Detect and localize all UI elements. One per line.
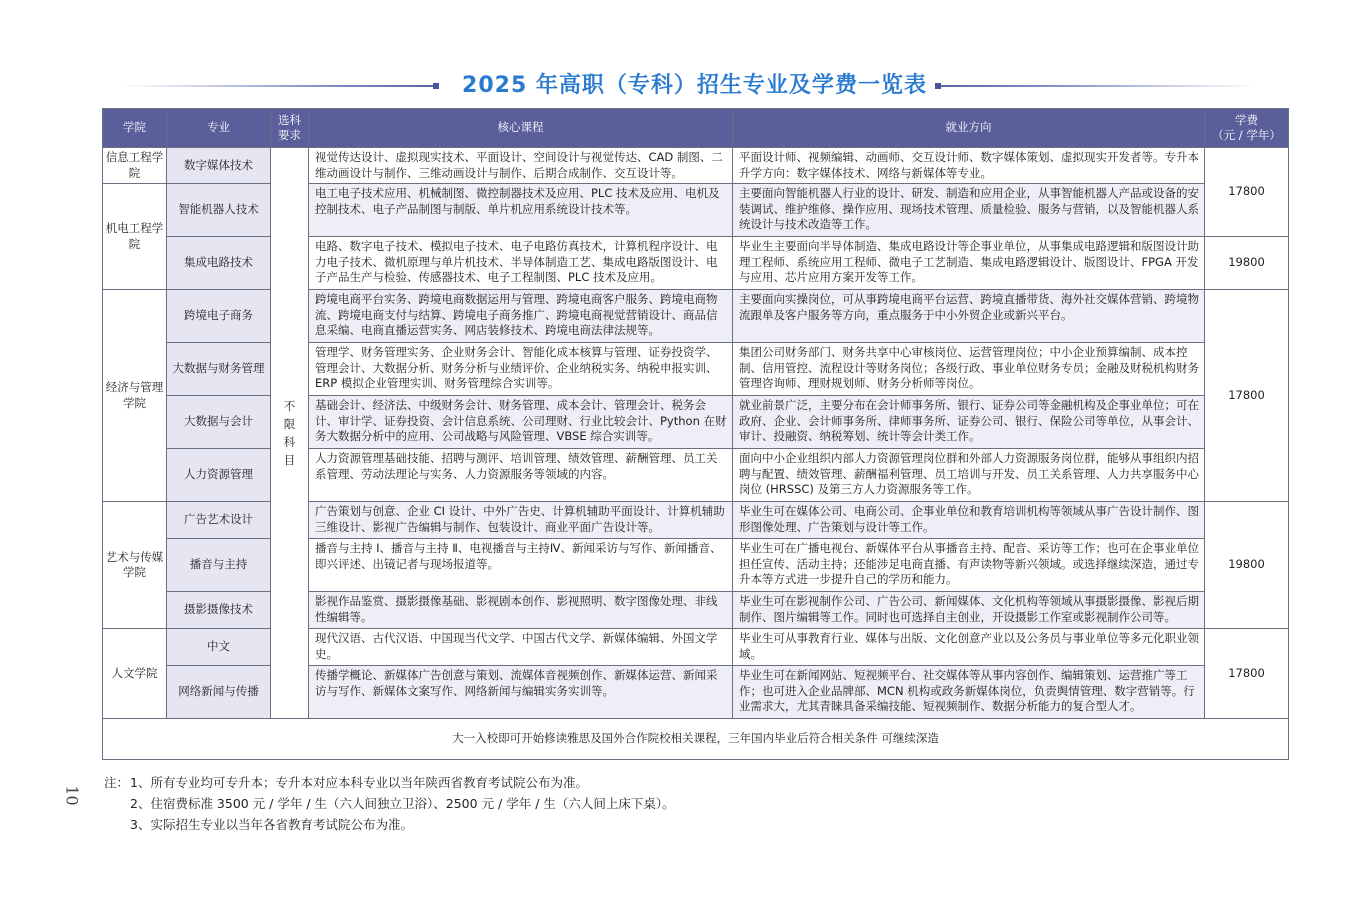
course-cell: 视觉传达设计、虚拟现实技术、平面设计、空间设计与视觉传达、CAD 制图、二维动画设计与制作、三维动画设计与制作、后期合成制作、交互设计等。 bbox=[309, 148, 733, 184]
fee-cell: 17800 bbox=[1205, 629, 1289, 719]
course-cell: 广告策划与创意、企业 CI 设计、中外广告史、计算机辅助平面设计、计算机辅助三维设计、影视广告编辑与制作、包装设计、商业平面广告设计等。 bbox=[309, 502, 733, 539]
major-cell: 网络新闻与传播 bbox=[167, 666, 271, 719]
major-cell: 广告艺术设计 bbox=[167, 502, 271, 539]
header-fee bbox=[1205, 109, 1289, 148]
job-cell: 主要面向实操岗位，可从事跨境电商平台运营、跨境直播带货、海外社交媒体营销、跨境物流跟单及客户服务等方向，重点服务于中小外贸企业或新兴平台。 bbox=[733, 290, 1205, 343]
course-cell: 基础会计、经济法、中级财务会计、财务管理、成本会计、管理会计、税务会计、审计学、证券投资、会计信息系统、公司理财、行业比较会计、Python 在财务大数据分析中的应用、公司战略与风险管理、VBSE 综合实训等。 bbox=[309, 396, 733, 449]
job-cell: 平面设计师、视频编辑、动画师、交互设计师、数字媒体策划、虚拟现实开发者等。专升本升学方向：数字媒体技术、网络与新媒体等专业。 bbox=[733, 148, 1205, 184]
fee-cell: 19800 bbox=[1205, 502, 1289, 629]
course-cell: 播音与主持 Ⅰ、播音与主持 Ⅱ、电视播音与主持Ⅳ、新闻采访与写作、新闻播音、即兴评述、出镜记者与现场报道等。 bbox=[309, 539, 733, 592]
table-footer-note: 大一入校即可开始修读雅思及国外合作院校相关课程，三年国内毕业后符合相关条件 可继续深造 bbox=[103, 719, 1289, 760]
title-bar bbox=[102, 66, 1287, 102]
header-major: 专业 bbox=[167, 109, 271, 148]
course-cell: 电路、数字电子技术、模拟电子技术、电子电路仿真技术，计算机程序设计、电力电子技术、微机原理与单片机技术、半导体制造工艺、集成电路版图设计、电子产品生产与检验、传感器技术、电子工程制图、PLC 技术及应用。 bbox=[309, 237, 733, 290]
job-cell: 毕业生可在新闻网站、短视频平台、社交媒体等从事内容创作、编辑策划、运营推广等工作；也可进入企业品牌部、MCN 机构或政务新媒体岗位，负责舆情管理、数字营销等。行业需求大，尤其青睐具备采编技能、短视频制作、数据分析能力的复合型人才。 bbox=[733, 666, 1205, 719]
major-cell: 大数据与会计 bbox=[167, 396, 271, 449]
job-cell: 毕业生可在广播电视台、新媒体平台从事播音主持、配音、采访等工作；也可在企事业单位担任宣传、活动主持；还能涉足电商直播、有声读物等新兴领域。或选择继续深造，通过专升本等方式进一步提升自己的学历和能力。 bbox=[733, 539, 1205, 592]
job-cell: 集团公司财务部门、财务共享中心审核岗位、运营管理岗位；中小企业预算编制、成本控制、信用管控、流程设计等财务岗位；各级行政、事业单位财务专员；金融及财税机构财务管理咨询师、理财规划师、财务分析师等岗位。 bbox=[733, 343, 1205, 396]
major-cell: 摄影摄像技术 bbox=[167, 592, 271, 629]
course-cell: 影视作品鉴赏、摄影摄像基础、影视剧本创作、影视照明、数字图像处理、非线性编辑等。 bbox=[309, 592, 733, 629]
job-cell: 毕业生主要面向半导体制造、集成电路设计等企事业单位，从事集成电路逻辑和版图设计助理工程师、系统应用工程师、微电子工艺制造、集成电路逻辑设计、版图设计、FPGA 开发与应用、芯片应用方案开发等工作。 bbox=[733, 237, 1205, 290]
job-cell: 毕业生可从事教育行业、媒体与出版、文化创意产业以及公务员与事业单位等多元化职业领域。 bbox=[733, 629, 1205, 666]
college-cell: 人文学院 bbox=[103, 629, 167, 719]
job-cell: 就业前景广泛，主要分布在会计师事务所、银行、证券公司等金融机构及企事业单位；可在政府、企业、会计师事务所、律师事务所、证券公司、银行、保险公司等单位，从事会计、审计、投融资、纳税筹划、统计等会计类工作。 bbox=[733, 396, 1205, 449]
fee-cell: 17800 bbox=[1205, 148, 1289, 237]
job-cell: 主要面向智能机器人行业的设计、研发、制造和应用企业，从事智能机器人产品或设备的安装调试、维护维修、操作应用、现场技术管理、质量检验、服务与营销，以及智能机器人系统设计与技术改造等工作。 bbox=[733, 184, 1205, 237]
header-course: 核心课程 bbox=[309, 109, 733, 148]
course-cell: 人力资源管理基础技能、招聘与测评、培训管理、绩效管理、薪酬管理、员工关系管理、劳动法理论与实务、人力资源服务等领域的内容。 bbox=[309, 449, 733, 502]
note-indent bbox=[104, 814, 130, 835]
header-job: 就业方向 bbox=[733, 109, 1205, 148]
college-cell: 经济与管理学院 bbox=[103, 290, 167, 502]
major-cell: 智能机器人技术 bbox=[167, 184, 271, 237]
college-cell: 机电工程学院 bbox=[103, 184, 167, 290]
course-cell: 电工电子技术应用、机械制图、微控制器技术及应用、PLC 技术及应用、电机及控制技术、电子产品制图与制版、单片机应用系统设计技术等。 bbox=[309, 184, 733, 237]
requirement-cell bbox=[271, 148, 309, 719]
table-header-row bbox=[103, 109, 1289, 148]
course-cell: 管理学、财务管理实务、企业财务会计、智能化成本核算与管理、证券投资学、管理会计、大数据分析、财务分析与业绩评价、企业纳税实务、纳税申报实训、ERP 模拟企业管理实训、财务管理综合实训等。 bbox=[309, 343, 733, 396]
fee-cell: 17800 bbox=[1205, 290, 1289, 502]
fee-cell: 19800 bbox=[1205, 237, 1289, 290]
header-fee-line1: 学费 bbox=[1235, 112, 1258, 127]
notes-lead: 注： bbox=[104, 775, 130, 790]
major-cell: 数字媒体技术 bbox=[167, 148, 271, 184]
note-row bbox=[104, 772, 675, 793]
major-cell: 跨境电子商务 bbox=[167, 290, 271, 343]
header-college: 学院 bbox=[103, 109, 167, 148]
college-cell: 信息工程学院 bbox=[103, 148, 167, 184]
enrollment-table bbox=[102, 108, 1289, 760]
header-fee-line2: （元 / 学年） bbox=[1212, 128, 1281, 142]
college-cell: 艺术与传媒学院 bbox=[103, 502, 167, 629]
course-cell: 现代汉语、古代汉语、中国现当代文学、中国古代文学、新媒体编辑、外国文学史。 bbox=[309, 629, 733, 666]
title-rule-right bbox=[937, 85, 1257, 87]
note-1: 1、所有专业均可专升本；专升本对应本科专业以当年陕西省教育考试院公布为准。 bbox=[130, 775, 588, 790]
note-2: 2、住宿费标准 3500 元 / 学年 / 生（六人间独立卫浴）、2500 元 / 学年 / 生（六人间上床下桌）。 bbox=[130, 796, 675, 811]
major-cell: 集成电路技术 bbox=[167, 237, 271, 290]
major-cell: 播音与主持 bbox=[167, 539, 271, 592]
course-cell: 跨境电商平台实务、跨境电商数据运用与管理、跨境电商客户服务、跨境电商物流、跨境电商支付与结算、跨境电子商务推广、跨境电商视觉营销设计、商品信息采编、电商直播运营实务、网店装修技术、跨境电商法律法规等。 bbox=[309, 290, 733, 343]
note-row bbox=[104, 793, 675, 814]
note-3: 3、实际招生专业以当年各省教育考试院公布为准。 bbox=[130, 817, 413, 832]
course-cell: 传播学概论、新媒体广告创意与策划、流媒体音视频创作、新媒体运营、新闻采访与写作、新媒体文案写作、网络新闻与编辑实务实训等。 bbox=[309, 666, 733, 719]
note-row bbox=[104, 814, 675, 835]
table-row bbox=[103, 148, 1289, 184]
header-requirement-text: 选科要求 bbox=[278, 112, 301, 142]
page-number: 10 bbox=[62, 785, 82, 806]
job-cell: 毕业生可在媒体公司、电商公司、企事业单位和教育培训机构等领域从事广告设计制作、图形图像处理、广告策划与设计等工作。 bbox=[733, 502, 1205, 539]
requirement-text: 不限科目 bbox=[283, 399, 296, 467]
major-cell: 大数据与财务管理 bbox=[167, 343, 271, 396]
page-title: 2025 年高职（专科）招生专业及学费一览表 bbox=[462, 73, 927, 98]
header-requirement bbox=[271, 109, 309, 148]
table-footer-row bbox=[103, 719, 1289, 760]
job-cell: 面向中小企业组织内部人力资源管理岗位群和外部人力资源服务岗位群，能够从事组织内招聘与配置、绩效管理、薪酬福利管理、员工培训与开发、员工关系管理、人力共享服务中心岗位 (HRSSC) 及第三方人力资源服务等工作。 bbox=[733, 449, 1205, 502]
major-cell: 人力资源管理 bbox=[167, 449, 271, 502]
note-indent bbox=[104, 793, 130, 814]
major-cell: 中文 bbox=[167, 629, 271, 666]
notes-section bbox=[104, 772, 675, 835]
job-cell: 毕业生可在影视制作公司、广告公司、新闻媒体、文化机构等领域从事摄影摄像、影视后期制作、图片编辑等工作。同时也可选择自主创业，开设摄影工作室或影视制作公司等。 bbox=[733, 592, 1205, 629]
